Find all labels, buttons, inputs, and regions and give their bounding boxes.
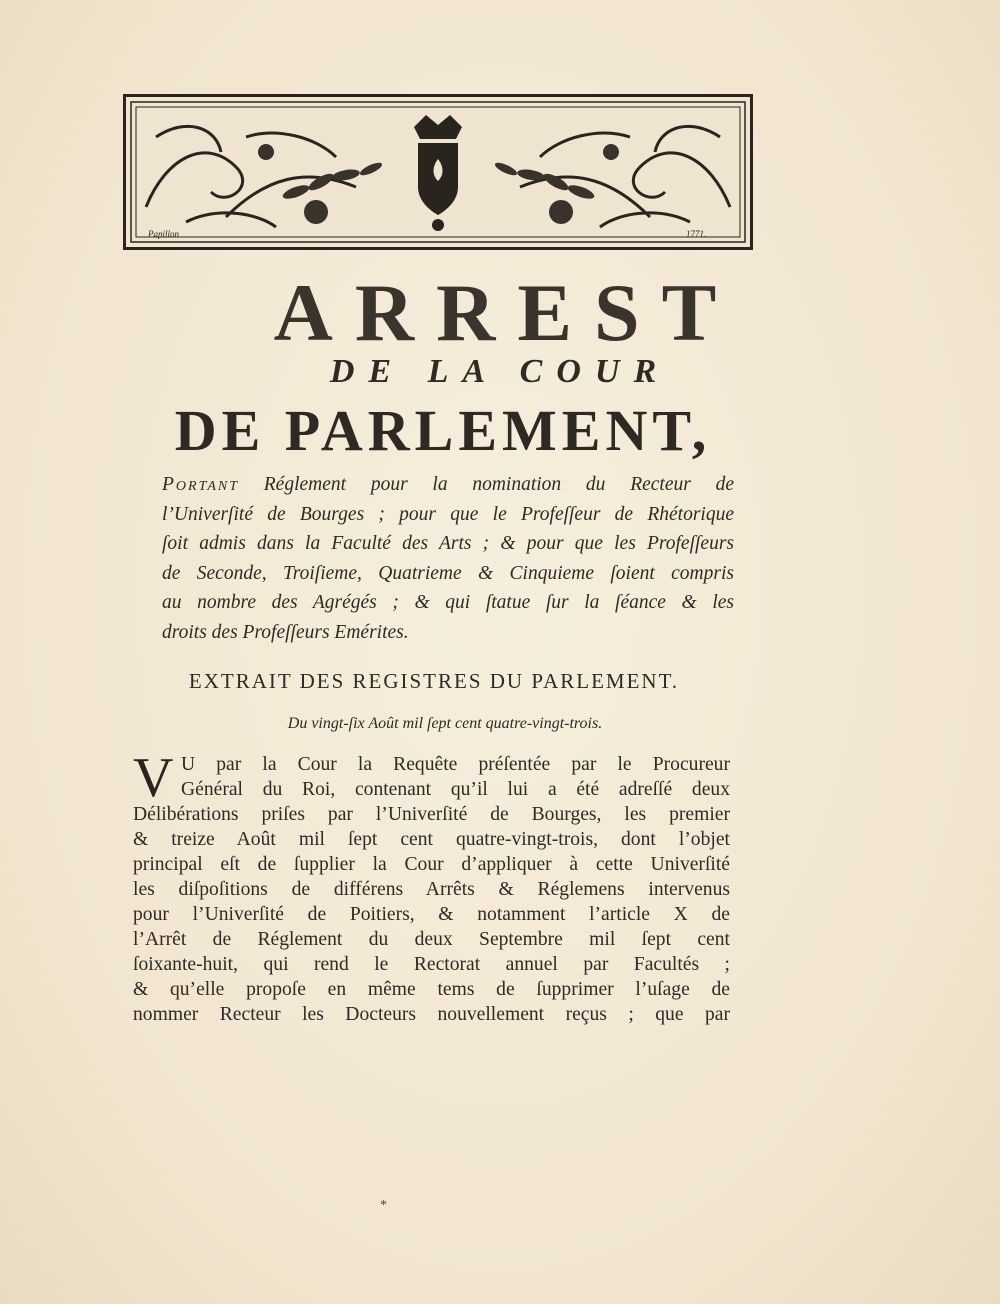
fleur-de-lis-crest-icon bbox=[126, 97, 750, 247]
summary-line: Réglement pour la nomination du Recteur de bbox=[263, 474, 734, 495]
title-de-la-cour: DE LA COUR bbox=[329, 353, 671, 390]
body-line: l’Arrêt de Réglement du deux Septembre mil ſept cent bbox=[133, 929, 730, 950]
summary-line: droits des Profeſſeurs Emérites. bbox=[162, 621, 409, 643]
body-line: U par la Cour la Requête préſentée par le Procureur bbox=[181, 754, 730, 775]
ornamental-headpiece bbox=[123, 94, 753, 250]
body-line: & treize Août mil ſept cent quatre-vingt-trois, dont l’objet bbox=[133, 829, 730, 850]
engraving-date: 1771. bbox=[686, 229, 707, 239]
body-line: ſoixante-huit, qui rend le Rectorat annuel par Facultés ; bbox=[133, 954, 730, 975]
summary-line: ſoit admis dans la Faculté des Arts ; & pour que les Profeſſeurs bbox=[162, 533, 734, 555]
body-line: les diſpoſitions de différens Arrêts & Réglemens intervenus bbox=[133, 879, 730, 900]
body-line: principal eſt de ſupplier la Cour d’appliquer à cette Univerſité bbox=[133, 854, 730, 875]
summary-line: au nombre des Agrégés ; & qui ſtatue ſur la ſéance & les bbox=[162, 592, 734, 614]
summary-lead: Portant bbox=[162, 474, 239, 495]
body-line: Délibérations priſes par l’Univerſité de Bourges, les premier bbox=[133, 804, 730, 825]
title-arrest: ARREST bbox=[273, 267, 739, 358]
summary-line: de Seconde, Troiſieme, Quatrieme & Cinquieme ſoient compris bbox=[162, 562, 734, 584]
drop-cap: V bbox=[133, 747, 174, 809]
decree-summary bbox=[162, 470, 734, 648]
signature-mark: * bbox=[380, 1198, 387, 1213]
summary-line: l’Univerſité de Bourges ; pour que le Profeſſeur de Rhétorique bbox=[162, 503, 734, 525]
body-text bbox=[133, 747, 730, 1027]
body-line: & qu’elle propoſe en même tems de ſupprimer l’uſage de bbox=[133, 979, 730, 1000]
engraver-signature: Papillon bbox=[148, 229, 179, 239]
body-line: nommer Recteur les Docteurs nouvellement reçus ; que par bbox=[133, 1004, 730, 1025]
body-line: Général du Roi, contenant qu’il lui a été adreſſé deux bbox=[181, 779, 730, 800]
title-parlement: DE PARLEMENT, bbox=[174, 398, 712, 463]
date-line: Du vingt-ſix Août mil ſept cent quatre-vingt-trois. bbox=[287, 715, 603, 732]
extract-heading: EXTRAIT DES REGISTRES DU PARLEMENT. bbox=[188, 669, 680, 693]
body-line: pour l’Univerſité de Poitiers, & notamment l’article X de bbox=[133, 904, 730, 925]
